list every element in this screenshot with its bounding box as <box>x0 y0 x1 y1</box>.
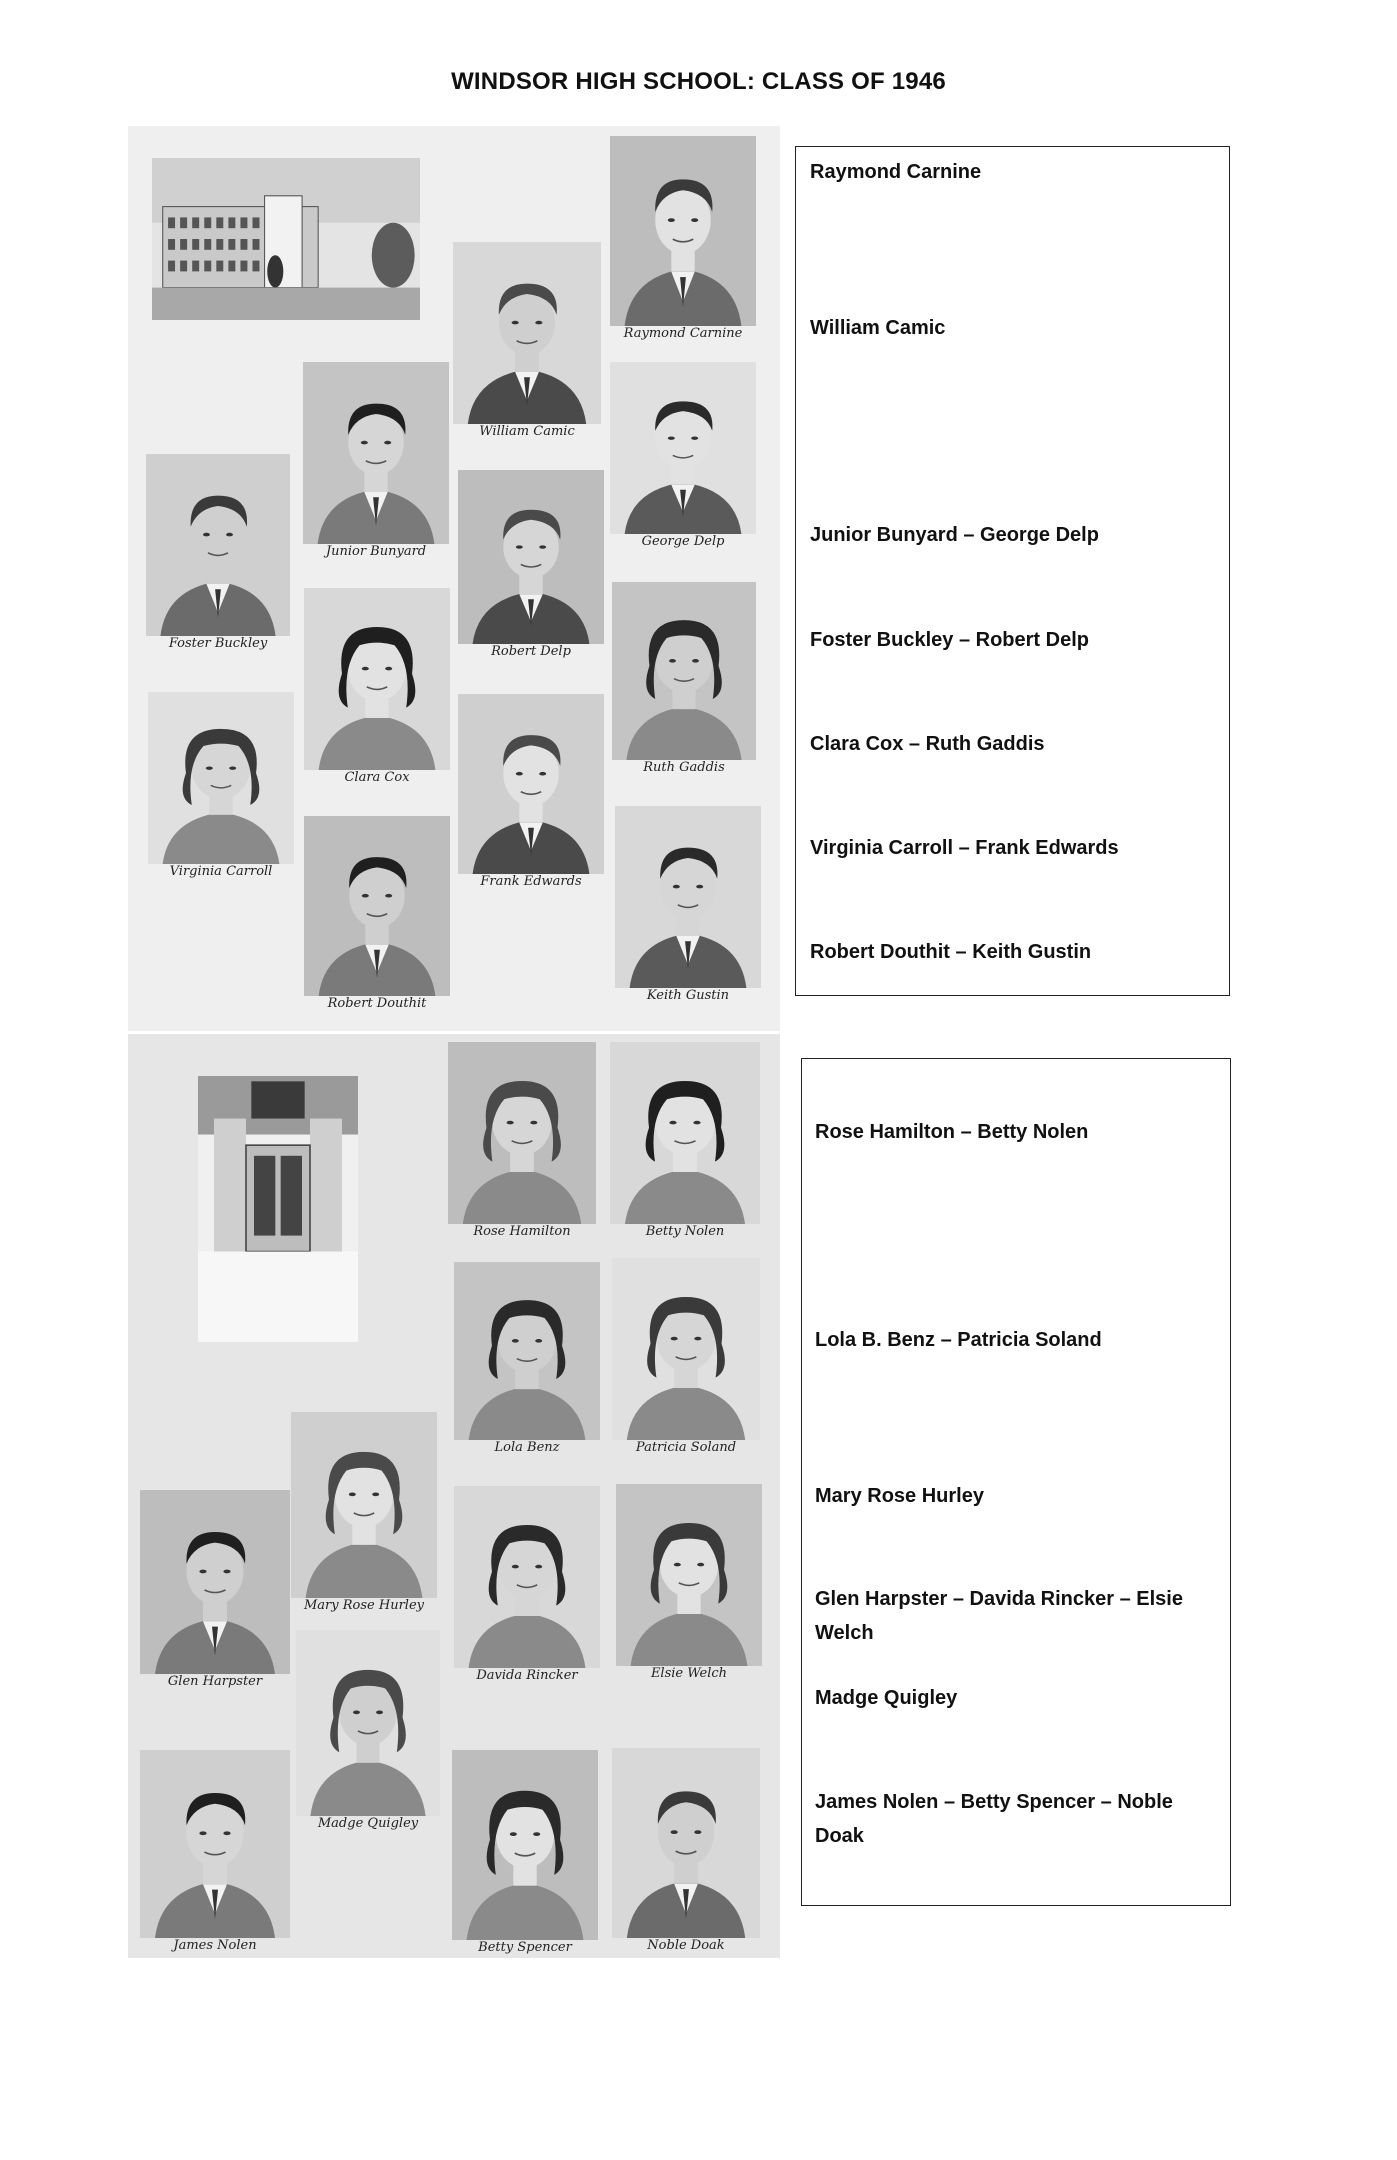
photo-caption: Raymond Carnine <box>623 326 743 341</box>
portrait-junior-bunyard <box>303 362 449 544</box>
portrait-patricia-soland <box>612 1258 760 1440</box>
portrait-rose-hamilton <box>448 1042 596 1224</box>
portrait-robert-douthit <box>304 816 450 996</box>
name-line: James Nolen – Betty Spencer – Noble Doak <box>815 1791 1173 1847</box>
portrait-davida-rincker <box>454 1486 600 1668</box>
name-line: Foster Buckley – Robert Delp <box>810 629 1089 651</box>
photo-caption: Glen Harpster <box>167 1674 263 1689</box>
portrait-george-delp <box>610 362 756 534</box>
portrait-foster-buckley <box>146 454 290 636</box>
photo-caption: William Camic <box>479 424 575 439</box>
photo-caption: Keith Gustin <box>646 988 730 1003</box>
photo-caption: Madge Quigley <box>317 1816 419 1831</box>
name-line: Madge Quigley <box>815 1687 958 1709</box>
names-box-top <box>795 146 1230 996</box>
photo-caption: Patricia Soland <box>635 1440 737 1455</box>
photo-caption: Virginia Carroll <box>169 864 273 879</box>
photo-caption: Davida Rincker <box>476 1668 578 1683</box>
name-line: Raymond Carnine <box>810 161 982 183</box>
portrait-robert-delp <box>458 470 604 644</box>
name-line: Lola B. Benz – Patricia Soland <box>815 1329 1102 1351</box>
photo-caption: Elsie Welch <box>650 1666 728 1681</box>
name-line: Robert Douthit – Keith Gustin <box>810 941 1092 963</box>
portrait-ruth-gaddis <box>612 582 756 760</box>
photo-caption: Robert Douthit <box>327 996 427 1011</box>
photo-caption: George Delp <box>641 534 725 549</box>
photo-caption: Foster Buckley <box>168 636 268 651</box>
name-line: Glen Harpster – Davida Rincker – Elsie Welch <box>815 1588 1183 1644</box>
portrait-noble-doak <box>612 1748 760 1938</box>
page-title: WINDSOR HIGH SCHOOL: CLASS OF 1946 <box>451 68 946 95</box>
class-photo-collage-top <box>128 126 780 1031</box>
photo-caption: Ruth Gaddis <box>643 760 725 775</box>
photo-caption: James Nolen <box>173 1938 257 1953</box>
portrait-william-camic <box>453 242 601 424</box>
portrait-mary-rose-hurley <box>291 1412 437 1598</box>
portrait-virginia-carroll <box>148 692 294 864</box>
photo-caption: Frank Edwards <box>480 874 582 889</box>
name-line: Virginia Carroll – Frank Edwards <box>810 837 1119 859</box>
name-line: William Camic <box>810 317 946 339</box>
class-photo-collage-bottom <box>128 1034 780 1958</box>
portrait-keith-gustin <box>615 806 761 988</box>
photo-caption: Betty Nolen <box>645 1224 725 1239</box>
photo-caption: Noble Doak <box>647 1938 725 1953</box>
photo-caption: Lola Benz <box>494 1440 560 1455</box>
portrait-clara-cox <box>304 588 450 770</box>
portrait-betty-nolen <box>610 1042 760 1224</box>
portrait-glen-harpster <box>140 1490 290 1674</box>
photo-caption: Betty Spencer <box>478 1940 572 1955</box>
portrait-madge-quigley <box>296 1630 440 1816</box>
top-building-photo <box>152 158 420 320</box>
portrait-betty-spencer <box>452 1750 598 1940</box>
name-line: Clara Cox – Ruth Gaddis <box>810 733 1045 755</box>
portrait-frank-edwards <box>458 694 604 874</box>
portrait-lola-benz <box>454 1262 600 1440</box>
photo-caption: Rose Hamilton <box>473 1224 571 1239</box>
names-box-bottom <box>801 1058 1231 1906</box>
name-line: Junior Bunyard – George Delp <box>810 524 1099 546</box>
portrait-james-nolen <box>140 1750 290 1938</box>
photo-caption: Junior Bunyard <box>325 544 427 559</box>
photo-caption: Clara Cox <box>344 770 410 785</box>
name-line: Rose Hamilton – Betty Nolen <box>815 1121 1089 1143</box>
name-line: Mary Rose Hurley <box>815 1485 984 1507</box>
photo-caption: Robert Delp <box>491 644 571 659</box>
bottom-doorway-photo <box>198 1076 358 1342</box>
portrait-raymond-carnine <box>610 136 756 326</box>
portrait-elsie-welch <box>616 1484 762 1666</box>
photo-caption: Mary Rose Hurley <box>304 1598 424 1613</box>
